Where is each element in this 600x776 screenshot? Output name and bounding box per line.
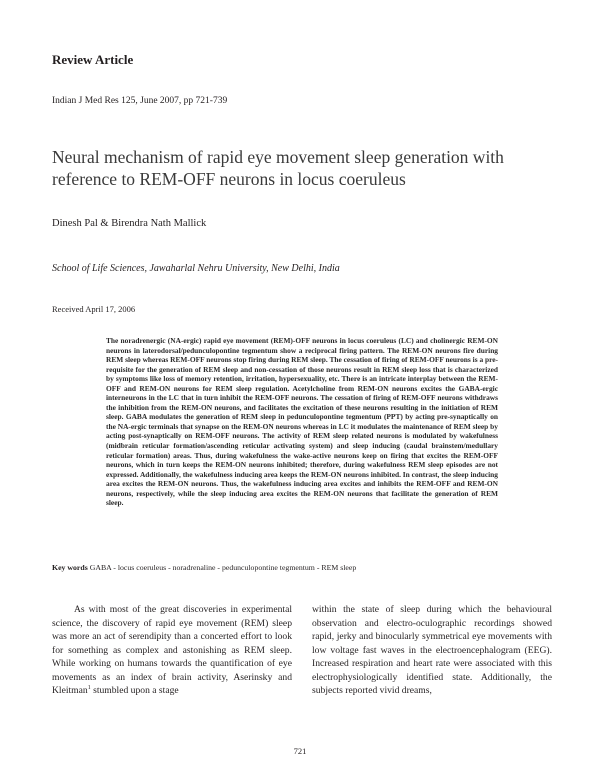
keywords-line — [52, 563, 552, 572]
keywords-list: GABA - locus coeruleus - noradrenaline - pedunculopontine tegmentum - REM sleep — [89, 563, 357, 572]
abstract-text: The noradrenergic (NA-ergic) rapid eye movement (REM)-OFF neurons in locus coeruleus (LC) and cholinergic REM-ON neurons in laterodorsal/pedunculopontine tegmentum show a reciprocal firing pattern. The REM-ON neurons fire during REM sleep whereas REM-OFF neurons stop firing during REM sleep. The cessation of firing of REM-OFF neurons is a pre-requisite for the generation of REM sleep and non-cessation of those neurons result in REM sleep loss that is characterized by symptoms like loss of memory retention, irritation, hypersexuality, etc. There is an intricate interplay between the REM-OFF and REM-ON neurons for REM sleep regulation. Acetylcholine from REM-ON neurons excites the GABA-ergic interneurons in the LC that in turn inhibit the REM-OFF neurons. The cessation of firing of REM-OFF neurons withdraws the inhibition from the REM-ON neurons, and facilitates the excitation of these neurons resulting in the initiation of REM sleep. GABA modulates the generation of REM sleep in pedunculopontine tegmentum (PPT) by acting pre-synaptically on the NA-ergic terminals that synapse on the REM-ON neurons whereas in LC it modulates the maintenance of REM sleep by acting post-synaptically on REM-OFF neurons. The activity of REM sleep related neurons is modulated by wakefulness (midbrain reticular formation/ascending reticular activating system) and sleep inducing (caudal brainstem/medullary reticular formation) areas. Thus, during wakefulness the wake-active neurons keep on firing that excites the REM-OFF neurons, which in turn keeps the REM-ON neurons inhibited; therefore, during wakefulness REM sleep episodes are not expressed. Additionally, the wakefulness inducing area keeps the REM-ON neurons inhibited. In contrast, the sleep inducing area excites the REM-ON neurons. Thus, the wakefulness inducing area excites and inhibits the REM-OFF and REM-ON neurons, respectively, while the sleep inducing area excites the REM-ON neurons that facilitate the generation of REM sleep. — [106, 336, 498, 508]
received-date: Received April 17, 2006 — [52, 304, 136, 314]
page-number: 721 — [293, 746, 307, 756]
body-column-right: within the state of sleep during which the behavioural observation and electro-oculographic recordings showed rapid, jerky and binocularly symmetrical eye movements with low voltage fast waves in the electroencephalogram (EEG). Increased respiration and heart rate were associated with this electrophysiologically identified state. Additionally, the subjects reported vivid dreams, — [312, 604, 552, 696]
article-type-label: Review Article — [52, 52, 134, 67]
keywords-label: Key words — [52, 563, 88, 572]
body-left-text-end: stumbled upon a stage — [90, 685, 179, 696]
citation-ref-1: 1 — [87, 684, 91, 691]
journal-citation: Indian J Med Res 125, June 2007, pp 721-739 — [52, 96, 228, 106]
author-affiliation: School of Life Sciences, Jawaharlal Nehru University, New Delhi, India — [52, 263, 340, 274]
article-title: Neural mechanism of rapid eye movement sleep generation with reference to REM-OFF neurons in locus coeruleus — [52, 147, 504, 189]
body-column-left — [52, 603, 292, 698]
author-list: Dinesh Pal & Birendra Nath Mallick — [52, 218, 207, 229]
body-left-text: As with most of the great discoveries in experimental science, the discovery of rapid eye movement (REM) sleep was more an act of serendipity than a concerted effort to look for something as complex and astonishing as REM sleep. While working on humans towards the quantification of eye movements as an index of brain activity, Aserinsky and Kleitman — [52, 604, 292, 696]
